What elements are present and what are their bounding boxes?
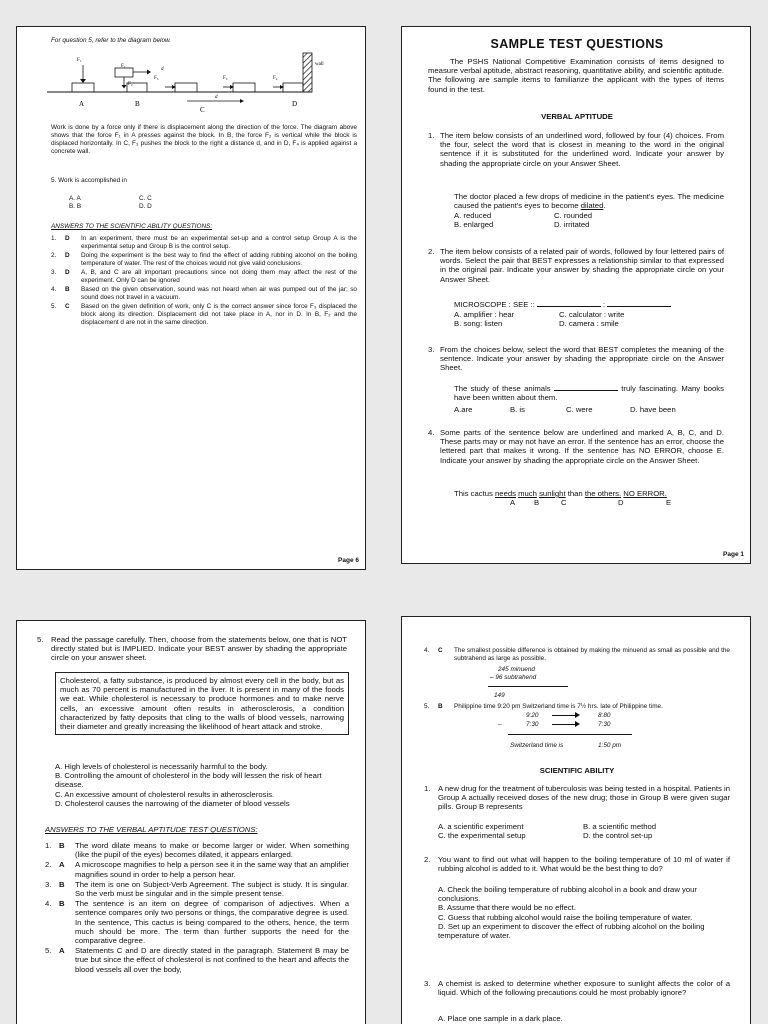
label-b: B <box>135 100 140 108</box>
displacement-label-c: d <box>215 95 218 100</box>
answer-key: C <box>65 303 70 310</box>
q4-part-d: the others. <box>584 489 622 498</box>
q4-letter-d: D <box>618 498 624 507</box>
q3-sentence-end: truly fascinating. Many books have been written about them. <box>454 384 724 403</box>
q2-choice-d: D. camera : smile <box>559 319 619 329</box>
q3-choice-c: C. were <box>566 405 593 414</box>
force-label-b1: F₁ <box>121 64 126 69</box>
answer-key: A <box>59 860 65 870</box>
page-1 <box>401 26 751 564</box>
answer-text: The sentence is an item on degree of comparison of adjectives. When a sentence compares only two persons or things, the comparative degree is used. In the sentence, This cactus is being compared to the others, hence, the term much should be more. The term than further supports the need for the comparative degree. <box>75 899 349 946</box>
scientific-answer-row <box>51 269 357 285</box>
answer-key: B <box>59 841 65 850</box>
calc5-rule <box>508 734 632 735</box>
answer-number: 4. <box>45 899 52 909</box>
q1-choice-c: C. rounded <box>554 211 593 220</box>
sci-q2-text: You want to find out what will happen to the boiling temperature of 10 ml of water if rubbing alcohol is added to it. What would be the best thing to do? <box>438 855 730 874</box>
answer-text: A microscope magnifies to help a person see it in the same way that an amplifier magnifies sound in order to help a person hear. <box>75 860 349 879</box>
q5-choice-c: C. An excessive amount of cholesterol results in atherosclerosis. <box>55 789 275 799</box>
sci-q1: 1. A new drug for the treatment of tuberculosis was being tested in a hospital. Patients in Group A actually received doses of the new drug; those in Group B were given sugar pills. Group B represents <box>424 784 730 812</box>
page-title: SAMPLE TEST QUESTIONS <box>490 37 664 51</box>
verbal-answers-heading: ANSWERS TO THE VERBAL APTITUDE TEST QUESTIONS: <box>45 825 258 834</box>
question-5: 5. Work is accomplished in <box>51 177 127 184</box>
q5-number: 5. <box>37 635 44 644</box>
arrow-right-icon <box>575 721 580 727</box>
answer-5-text: Philippine time 9:20 pm Switzerland time is 7½ hrs. late of Philippine time. <box>454 703 663 710</box>
answer-4-text: The smallest possible difference is obtained by making the minuend as small as possible and the subtrahend as large as possible. <box>454 647 730 662</box>
choice-c: C. C <box>139 195 152 202</box>
answer-number: 5. <box>45 946 52 956</box>
force-label-b2: F₂ <box>128 82 133 87</box>
sci-q3-text: A chemist is asked to determine whether exposure to sunlight affects the color of a liquid. Which of the following precautions could he most probably ignore? <box>438 979 730 998</box>
q3-choice-a: A.are <box>454 405 473 414</box>
sci-q1-choice-c: C. the experimental setup <box>438 831 526 841</box>
question-5-choices <box>69 195 209 211</box>
answer-number: 3. <box>51 269 57 276</box>
scientific-answers-heading: ANSWERS TO THE SCIENTIFIC ABILITY QUESTIONS: <box>51 223 213 230</box>
q1-text: The item below consists of an underlined word, followed by four (4) choices. From the four, select the word that is closest in meaning to the word in the original sentence if it is substituted for the underlined word. Indicate your answer by shading the appropriate circle on your Answer Sheet. <box>440 131 724 168</box>
answer-number: 5. <box>51 303 57 310</box>
answer-key: B <box>65 286 70 293</box>
cholesterol-passage: Cholesterol, a fatty substance, is produced by almost every cell in the body, but as much as 70 percent is manufactured in the liver. It is present in many of the foods we eat. While cholesterol is necessary to produce hormones and to make nerve cells, an excessive amount often results in atherosclerosis, a condition characterized by fatty deposits that cling to the walls of blood vessels, narrowing their diameter and greatly increasing the likelihood of heart attack and stroke. <box>55 672 349 735</box>
choice-b: B. B <box>69 203 82 210</box>
scientific-answer-row <box>51 303 357 327</box>
q4-letter-c: C <box>561 498 567 507</box>
q1-choice-d: D. irritated <box>554 220 590 230</box>
choice-d: D. D <box>139 203 152 210</box>
q4-letter-e: E <box>666 498 672 507</box>
sci-q3-choice-a: A. Place one sample in a dark place. <box>438 1014 563 1023</box>
sci-q1-choices <box>438 822 728 840</box>
answer-number: 2. <box>51 252 57 259</box>
answer-text: Doing the experiment is the best way to find the effect of adding rubbing alcohol on the boiling temperature of water. The rest of the choices would not give valid conclusions. <box>81 252 357 267</box>
calc4-minuend: 245 minuend <box>498 666 535 673</box>
q3-sentence <box>454 384 724 402</box>
q4-letters <box>402 498 751 508</box>
answer-4-key: C <box>438 647 443 654</box>
q5 <box>37 635 347 663</box>
wall <box>303 53 312 92</box>
sci-q2: 2. You want to find out what will happen to the boiling temperature of 10 ml of water if rubbing alcohol is added to it. What would be the best thing to do? <box>424 855 730 874</box>
q1: 1. The item below consists of an underlined word, followed by four (4) choices. From the four, select the word that is closest in meaning to the word in the original sentence if it is substituted for the underlined word. Indicate your answer by shading the appropriate circle on your Answer Sheet. <box>428 131 724 168</box>
q2-choice-b: B. song: listen <box>454 319 503 329</box>
answer-4-number: 4. <box>424 647 430 654</box>
q4-part-subject: This cactus <box>454 489 493 498</box>
q4-part-b: much <box>518 489 537 498</box>
q5-choice-b: B. Controlling the amount of cholesterol in the body will lessen the risk of heart disease. <box>55 771 322 790</box>
verbal-answer-row <box>45 841 349 859</box>
q2-choice-a: A. amplifier : hear <box>454 310 515 319</box>
verbal-answer-row <box>45 880 349 898</box>
force-label-d: F₄ <box>273 76 278 81</box>
q3-choice-d: D. have been <box>630 405 676 414</box>
force-label-a: F₁ <box>77 58 82 63</box>
verbal-answers-list <box>45 841 349 975</box>
verbal-answer-row <box>45 946 349 974</box>
label-a: A <box>79 100 85 108</box>
section-heading: SCIENTIFIC ABILITY <box>539 766 615 775</box>
answer-key: B <box>59 879 65 889</box>
calc5-label: Switzerland time is <box>510 742 564 749</box>
q4-letter-b: B <box>534 498 540 507</box>
q3-sentence-start: The study of these animals <box>454 384 551 393</box>
q2-choices <box>454 310 664 328</box>
answer-5 <box>424 703 730 711</box>
choice-a: A. A <box>69 195 81 202</box>
calc5-r2a: 7:30 <box>526 721 539 728</box>
answer-key: D <box>65 235 70 242</box>
scientific-answer-row <box>51 235 357 251</box>
answer-number: 3. <box>45 879 52 889</box>
work-paragraph: Work is done by a force only if there is displacement along the direction of the force. The diagram above shows that the force F₁ in A presses against the block. In B, the force F₂ is vertical while the block is displaced horizontally. In C, F₃ pushes the block to the right a distance d, and in D, F₄ is applied against a concrete wall. <box>51 124 357 155</box>
work-diagram <box>47 47 347 119</box>
displacement-label-b: d <box>161 67 164 72</box>
sci-q1-choice-d: D. the control set-up <box>583 831 653 841</box>
q2-pair-text: MICROSCOPE : SEE :: <box>454 300 535 309</box>
section-heading: VERBAL APTITUDE <box>541 112 613 121</box>
answer-text: The item is one on Subject-Verb Agreement. The subject is study. It is singular. So the verb must be singular and in the simple present tense. <box>75 879 349 899</box>
q4: 4. Some parts of the sentence below are underlined and marked A, B, C, and D. These parts may or may not have an error. If the sentence has an error, choose the lettered part that makes it wrong. If the sentence has NO ERROR, choose E. Indicate your answer by shading the appropriate circle on the Answer Sheet. <box>428 428 724 465</box>
block-c-start <box>175 83 197 92</box>
verbal-answer-row <box>45 860 349 878</box>
label-d: D <box>292 100 298 108</box>
block-c-end <box>233 83 255 92</box>
sci-q2-choice-b: B. Assume that there would be no effect. <box>438 903 576 913</box>
scientific-answers-list <box>51 235 357 328</box>
q4-part-than: than <box>567 489 583 498</box>
scientific-answer-row <box>51 252 357 268</box>
wall-label: wall <box>315 62 324 67</box>
answer-number: 2. <box>45 860 52 870</box>
q3-choice-b: B. is <box>510 405 525 414</box>
sci-q3: 3. A chemist is asked to determine whether exposure to sunlight affects the color of a liquid. Which of the following precautions could he most probably ignore? <box>424 979 730 998</box>
sci-q1-text: A new drug for the treatment of tuberculosis was being tested in a hospital. Patients in Group A actually received doses of the new drug; those in Group B were given sugar pills. Group B represents <box>438 784 730 812</box>
q4-part-a: needs <box>495 489 516 498</box>
sci-q1-choice-b: B. a scientific method <box>583 822 657 831</box>
q1-sentence: The doctor placed a few drops of medicine in the patient's eyes. The medicine caused the patient's eyes to become dilated. <box>454 192 724 211</box>
q1-underlined-word: dilated <box>580 201 604 211</box>
diagram-intro: For question 5, refer to the diagram below. <box>51 37 172 44</box>
answer-5-number: 5. <box>424 703 430 710</box>
answer-key: A <box>59 946 65 956</box>
sci-q2-choice-d: D. Set up an experiment to discover the effect of rubbing alcohol on the boiling temperature of water. <box>438 921 705 941</box>
answer-text: Based on the given definition of work, only C is the correct answer since force F₃ displaced the block along its direction. Displacement did not take place in A, nor in D. In B, F₂ and the displacement d are not in the same direction. <box>81 303 357 326</box>
calc5-result: 1:50 pm <box>598 742 622 749</box>
page-6 <box>16 26 366 570</box>
label-c: C <box>200 106 205 114</box>
block-d <box>283 83 303 92</box>
calc5-r2b: 7:30 <box>598 721 611 728</box>
q1-sentence-text: The doctor placed a few drops of medicine in the patient's eyes. The medicine caused the patient's eyes to become <box>454 192 724 211</box>
sci-q2-choices <box>438 885 714 940</box>
sci-q1-choice-a: A. a scientific experiment <box>438 822 524 831</box>
block-b <box>115 68 133 77</box>
arrow-right-icon <box>575 712 580 718</box>
force-label-c1: F₃ <box>154 76 159 81</box>
q4-sentence <box>454 489 724 498</box>
verbal-answer-row <box>45 899 349 945</box>
calc4-subtrahend: – 96 subtrahend <box>490 674 537 681</box>
answer-number: 4. <box>51 286 57 293</box>
answer-4 <box>424 647 730 663</box>
page-number: Page 6 <box>338 557 359 564</box>
q4-text: Some parts of the sentence below are underlined and marked A, B, C, and D. These parts may or may not have an error. If the sentence has an error, choose the lettered part that makes it wrong. If the sentence has NO ERROR, choose E. Indicate your answer by shading the appropriate circle on the Answer Sheet. <box>440 428 724 465</box>
answer-text: The word dilate means to make or become larger or wider. When something (like the pupil of the eyes) becomes dilated, it appears enlarged. <box>75 841 349 860</box>
q1-choice-b: B. enlarged <box>454 220 494 230</box>
answer-key: B <box>59 899 65 909</box>
answer-text: In an experiment, there must be an experimental set-up and a control setup Group A is the experimental setup and Group B is the control setup. <box>81 235 357 250</box>
intro-paragraph: The PSHS National Competitive Examination consists of items designed to measure verbal aptitude, abstract reasoning, quantitative ability, and scientific aptitude. The following are sample items to familiarize the applicant with the types of items found in the test. <box>428 57 724 94</box>
q2-text: The item below consists of a related pair of words, followed by four lettered pairs of words. Select the pair that BEST expresses a relationship similar to that expressed in the original pair. Indicate your answer by shading the appropriate circle on your Answer Sheet. <box>440 247 724 284</box>
sci-q2-choice-c: C. Guess that rubbing alcohol would raise the boiling temperature of water. <box>438 912 693 922</box>
page-number: Page 1 <box>723 551 744 558</box>
answer-number: 1. <box>45 841 52 850</box>
q2-pair: MICROSCOPE : SEE :: : <box>454 300 724 309</box>
calc4-result: 149 <box>494 692 505 699</box>
q1-choices <box>454 211 654 229</box>
calc5-r1b: 8:80 <box>598 712 611 719</box>
page-3 <box>16 620 366 1024</box>
q5-choices <box>55 762 347 808</box>
block-a <box>72 83 94 92</box>
scientific-answer-row <box>51 286 357 302</box>
q1-choice-a: A. reduced <box>454 211 492 220</box>
answer-key: D <box>65 269 70 276</box>
q2: 2. The item below consists of a related pair of words, followed by four lettered pairs of words. Select the pair that BEST expresses a relationship similar to that expressed in the original pair. Indicate your answer by shading the appropriate circle on your Answer Sheet. <box>428 247 724 284</box>
q5-choice-d: D. Cholesterol causes the narrowing of the diameter of blood vessels <box>55 798 290 808</box>
calc4-rule <box>488 686 568 687</box>
answer-text: A, B, and C are all important precautions since not doing them may affect the rest of the experiment. Only D can be ignored <box>81 269 357 284</box>
q5-text: Read the passage carefully. Then, choose from the statements below, one that is NOT directly stated but is IMPLIED. Indicate your BEST answer by shading the appropriate circle on your answer sheet. <box>51 635 347 663</box>
q4-part-c: sunlight <box>539 489 566 498</box>
answer-number: 1. <box>51 235 57 242</box>
q3-choices <box>454 405 704 414</box>
calc5-minus: – <box>498 721 502 728</box>
answer-key: D <box>65 252 70 259</box>
sci-q2-choice-a: A. Check the boiling temperature of rubbing alcohol in a book and draw your conclusions. <box>438 885 697 904</box>
answer-5-key: B <box>438 703 443 710</box>
q4-part-e: NO ERROR. <box>623 489 667 498</box>
q2-choice-c: C. calculator : write <box>559 310 625 319</box>
q3: 3. From the choices below, select the word that BEST completes the meaning of the sentence. Indicate your answer by shading the appropriate circle on the Answer Sheet. <box>428 345 724 373</box>
q3-text: From the choices below, select the word that BEST completes the meaning of the sentence. Indicate your answer by shading the appropriate circle on the Answer Sheet. <box>440 345 724 373</box>
answer-text: Statements C and D are directly stated in the paragraph. Statement B may be true but since the effect of cholesterol is not confined to the heart and affects the blood vessels all over the body, <box>75 946 349 974</box>
page-4 <box>401 616 751 1024</box>
q5-choice-a: A. High levels of cholesterol is necessarily harmful to the body. <box>55 762 268 771</box>
q4-letter-a: A <box>510 498 516 507</box>
force-label-c2: F₃ <box>223 76 228 81</box>
answer-text: Based on the given observation, sound was not heard when air was pumped out of the jar; so sound does not travel in a vacuum. <box>81 286 357 301</box>
calc5-r1a: 9:20 <box>526 712 539 719</box>
